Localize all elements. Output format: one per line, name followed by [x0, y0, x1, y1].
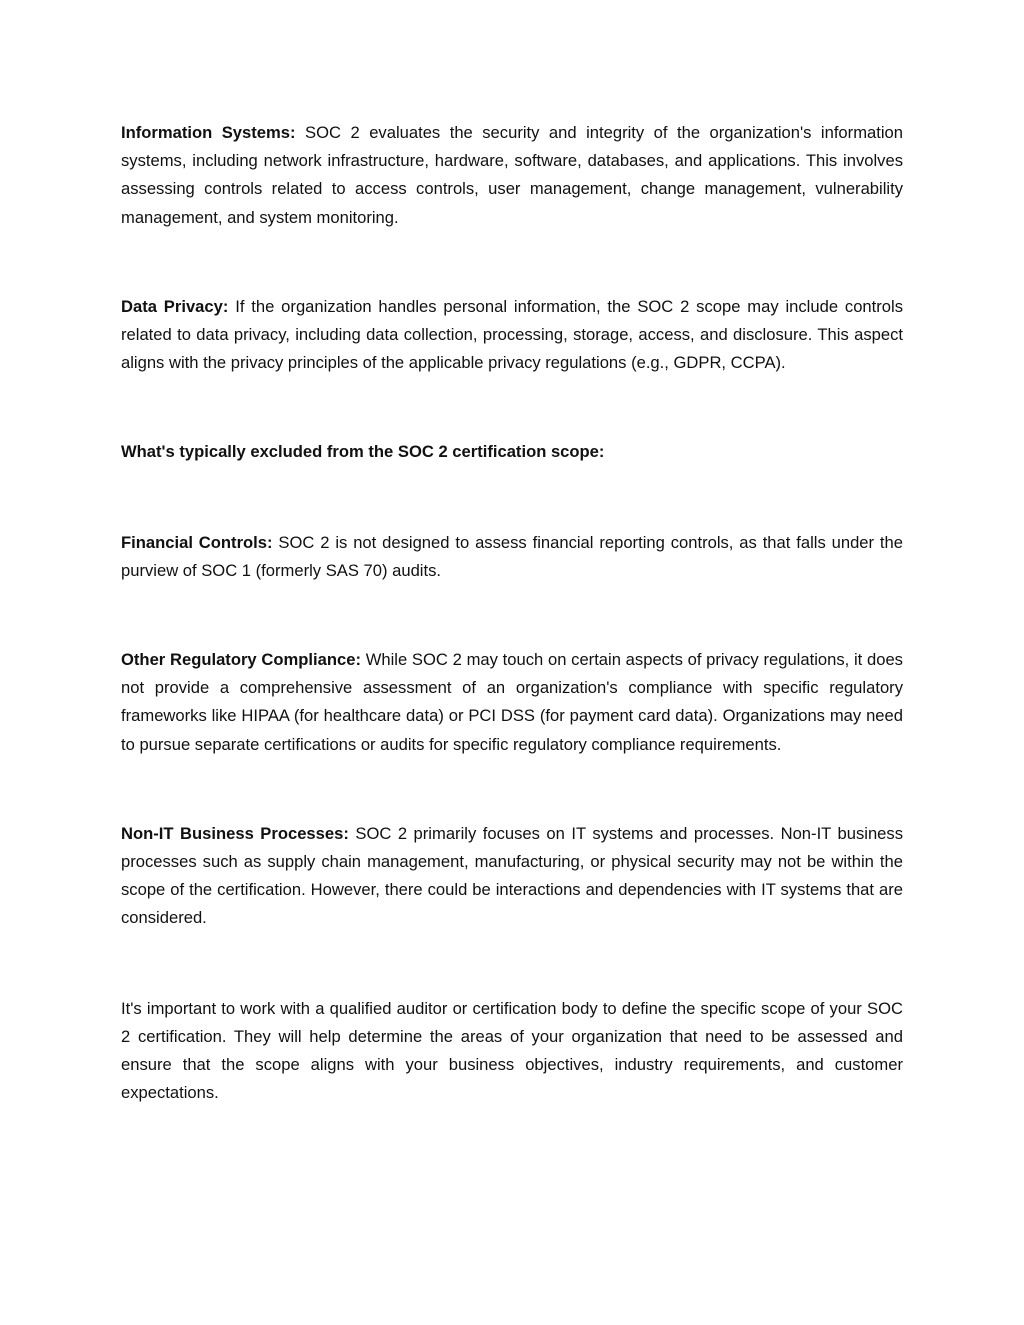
text-data-privacy: If the organization handles personal information, the SOC 2 scope may include controls related to data privacy, including data collection, processing, storage, access, and disclosure. This aspect aligns with the privacy principles of the applicable privacy regulations (e.g., GDPR, CCPA).	[121, 296, 903, 373]
paragraph-non-it-business-processes	[121, 820, 903, 933]
text-financial-controls: SOC 2 is not designed to assess financial reporting controls, as that falls under the purview of SOC 1 (formerly SAS 70) audits.	[121, 532, 903, 580]
paragraph-data-privacy	[121, 293, 903, 378]
paragraph-information-systems	[121, 119, 903, 232]
text-information-systems: SOC 2 evaluates the security and integrity of the organization's information systems, including network infrastructure, hardware, software, databases, and applications. This involves assessing controls related to access controls, user management, change management, vulnerability management, and system monitoring.	[121, 123, 903, 227]
paragraph-financial-controls	[121, 529, 903, 585]
document-body	[121, 119, 903, 1107]
text-non-it-business-processes: SOC 2 primarily focuses on IT systems and processes. Non-IT business processes such as supply chain management, manufacturing, or physical security may not be within the scope of the certification. However, there could be interactions and dependencies with IT systems that are considered.	[121, 823, 904, 928]
label-data-privacy: Data Privacy:	[121, 296, 229, 316]
paragraph-other-regulatory-compliance	[121, 646, 903, 759]
label-information-systems: Information Systems:	[121, 123, 296, 142]
text-other-regulatory-compliance: While SOC 2 may touch on certain aspects of privacy regulations, it does not provide a comprehensive assessment of an organization's compliance with specific regulatory frameworks like HIPAA (for healthcare data) or PCI DSS (for payment card data). Organizations may need to pursue separate certifications or audits for specific regulatory compliance requirements.	[121, 650, 903, 754]
label-non-it-business-processes: Non-IT Business Processes:	[121, 823, 349, 843]
label-financial-controls: Financial Controls:	[121, 532, 273, 552]
label-other-regulatory-compliance: Other Regulatory Compliance:	[121, 650, 361, 670]
heading-excluded-scope: What's typically excluded from the SOC 2 certification scope:	[121, 442, 605, 462]
paragraph-closing: It's important to work with a qualified auditor or certification body to define the specific scope of your SOC 2 certification. They will help determine the areas of your organization that need to be assessed and ensure that the scope aligns with your business objectives, industry requirements, and customer expectations.	[121, 998, 903, 1103]
